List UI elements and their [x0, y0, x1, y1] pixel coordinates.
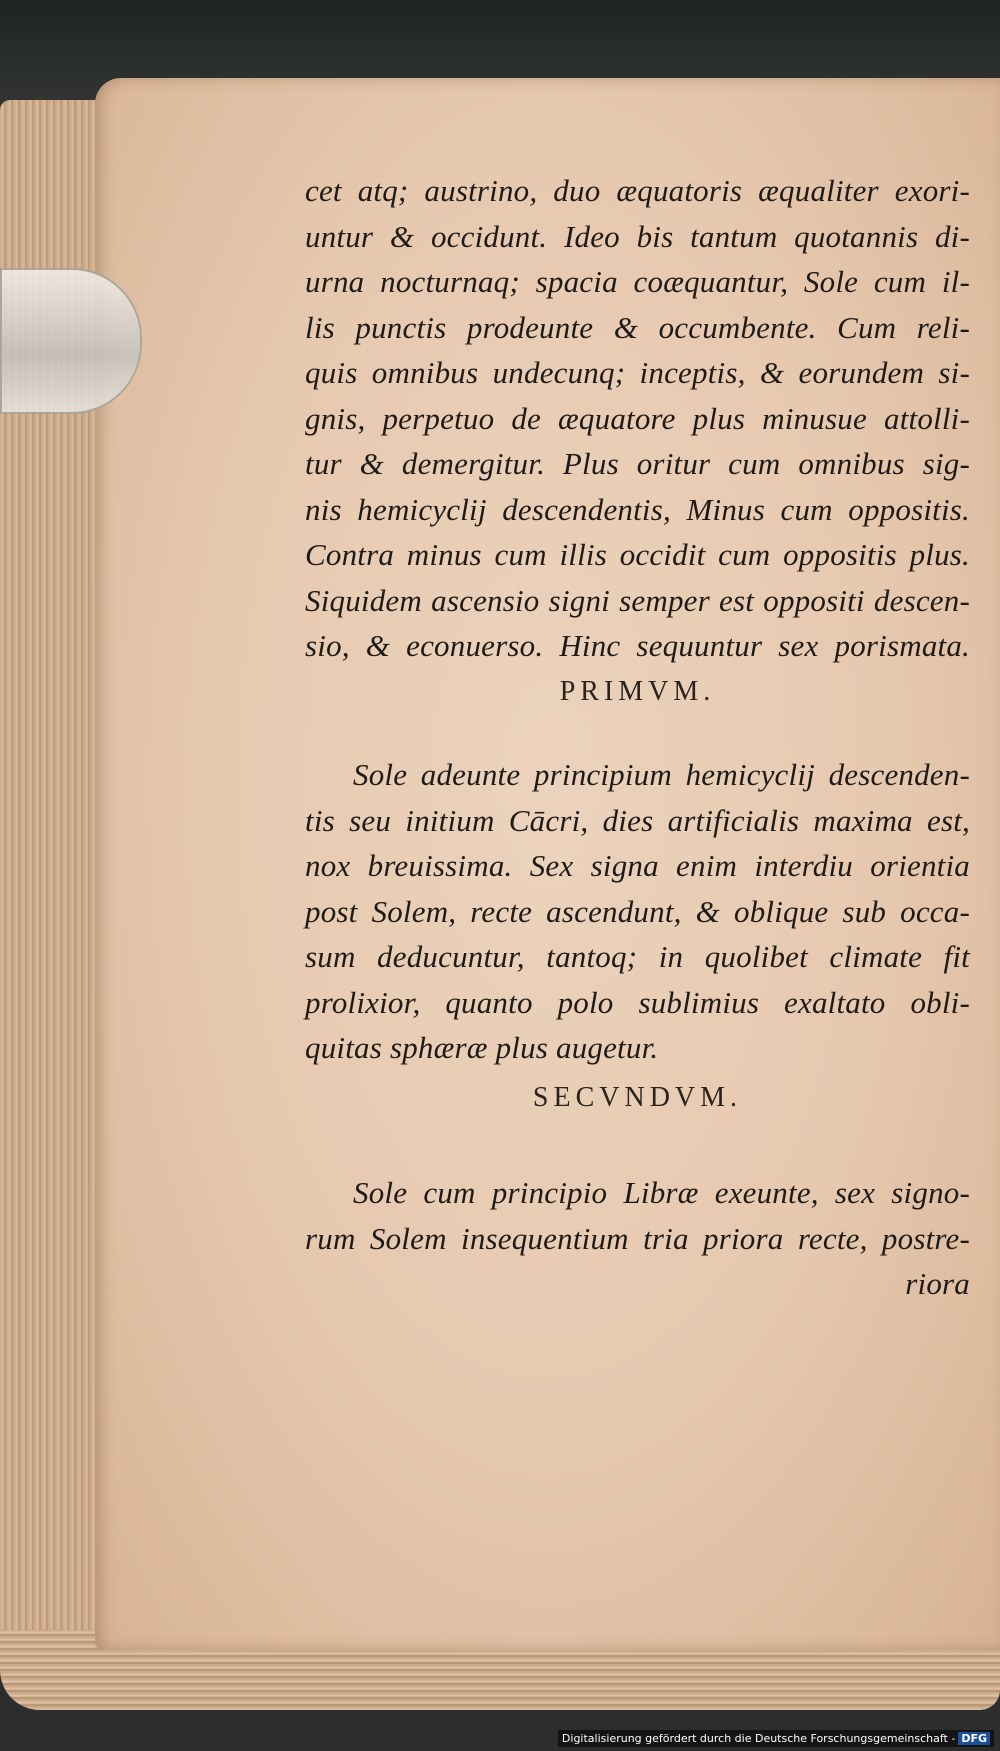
section-heading-primum: PRIMVM.: [559, 676, 716, 707]
text-line: nox breuissima. Sex signa enim interdiu orientia: [305, 848, 970, 883]
paragraph-2: [305, 752, 970, 1071]
section-heading-secundum: SECVNDVM.: [532, 1082, 743, 1113]
text-line: urna nocturnaq; spacia coæquantur, Sole cum il-: [305, 264, 970, 299]
text-line: lis punctis prodeunte & occumbente. Cum reli-: [305, 309, 970, 345]
text-line: Sole cum principio Libræ exeunte, sex signo-: [353, 1175, 970, 1210]
text-line: tis seu initium Cācri, dies artificialis maxima est,: [305, 802, 970, 838]
text-line: prolixior, quanto polo sublimius exaltato obli-: [305, 984, 970, 1020]
catchword: riora: [905, 1266, 970, 1301]
text-line: nis hemicyclij descendentis, Minus cum oppositis.: [305, 491, 970, 527]
text-line: untur & occidunt. Ideo bis tantum quotannis di-: [305, 218, 970, 254]
text-line: Contra minus cum illis occidit cum oppositis plus.: [305, 537, 970, 572]
credit-text: Digitalisierung gefördert durch die Deutsche Forschungsgemeinschaft -: [561, 1732, 956, 1745]
text-line: rum Solem insequentium tria priora recte, postre-: [305, 1220, 970, 1256]
text-line: cet atq; austrino, duo æquatoris æqualiter exori-: [305, 173, 970, 208]
text-line: Sole adeunte principium hemicyclij descenden-: [353, 757, 970, 792]
paragraph-1: [305, 168, 970, 669]
digitization-credit: [558, 1730, 994, 1747]
text-line: Siquidem ascensio signi semper est oppositi descen-: [305, 582, 970, 618]
page-clip: [0, 268, 142, 414]
text-line: sum deducuntur, tantoq; in quolibet climate fit: [305, 939, 970, 974]
text-line: post Solem, recte ascendunt, & oblique sub occa-: [305, 893, 970, 929]
text-line: sio, & econuerso. Hinc sequuntur sex porismata.: [305, 628, 970, 663]
text-line: quitas sphæræ plus augetur.: [305, 1030, 659, 1065]
text-line: tur & demergitur. Plus oritur cum omnibus sig-: [305, 446, 970, 481]
text-line: quis omnibus undecunq; inceptis, & eorundem si-: [305, 355, 970, 390]
dfg-logo: DFG: [958, 1732, 990, 1745]
paragraph-3: [305, 1170, 970, 1307]
text-line: gnis, perpetuo de æquatore plus minusue attolli-: [305, 400, 970, 436]
